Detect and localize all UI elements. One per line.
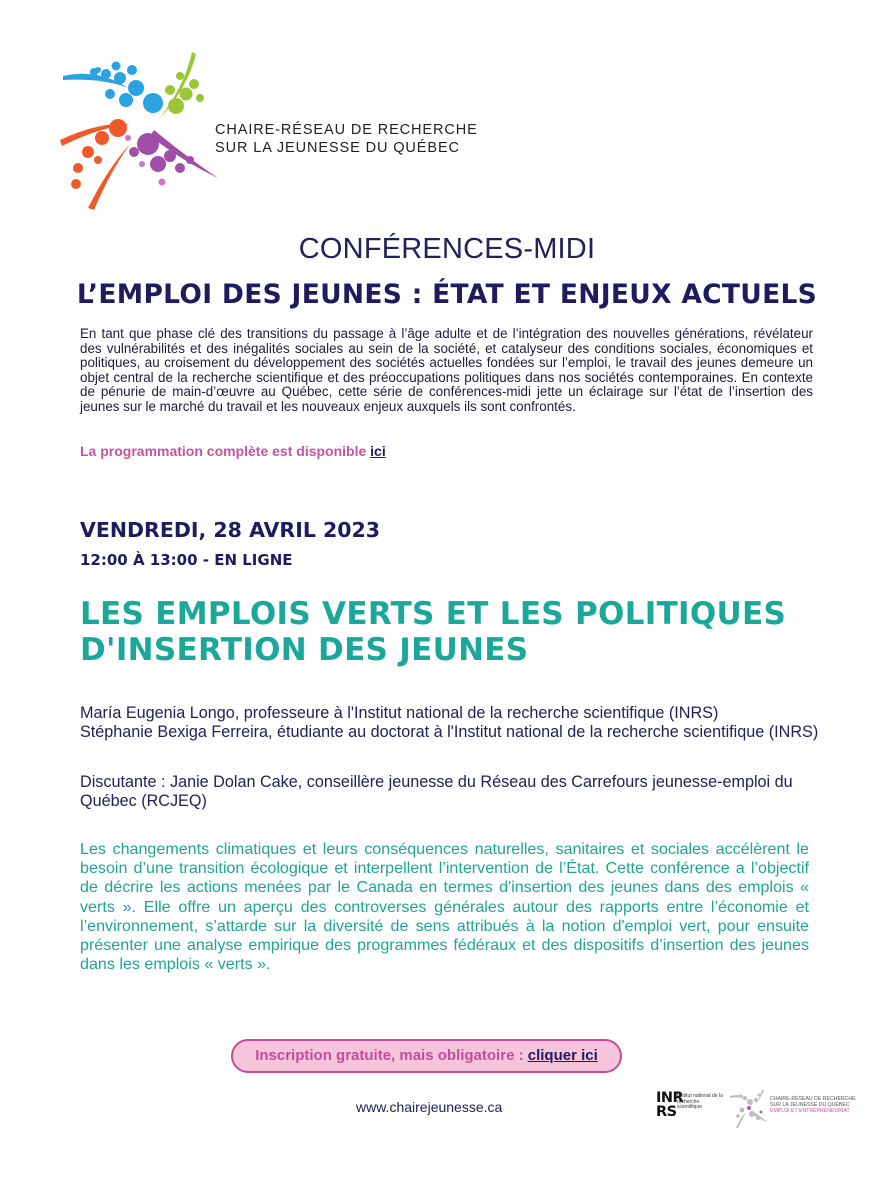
partner-line1: CHAIRE-RÉSEAU DE RECHERCHE — [770, 1096, 856, 1102]
registration-button[interactable] — [231, 1039, 622, 1073]
speaker-2: Stéphanie Bexiga Ferreira, étudiante au doctorat à l'Institut national de la recherche scientifique (INRS) — [80, 722, 819, 741]
org-name-line2: SUR LA JEUNESSE DU QUÉBEC — [215, 140, 460, 156]
partner-line2: SUR LA JEUNESSE DU QUÉBEC — [770, 1101, 850, 1108]
org-name — [215, 121, 478, 157]
talk-title-line2: D'INSERTION DES JEUNES — [80, 632, 529, 668]
program-link[interactable]: ici — [370, 443, 386, 459]
main-title: L’EMPLOI DES JEUNES : ÉTAT ET ENJEUX ACTUELS — [76, 279, 818, 310]
registration-text: Inscription gratuite, mais obligatoire : — [255, 1047, 528, 1064]
partner-logo-text — [770, 1097, 860, 1114]
series-title: CONFÉRENCES-MIDI — [298, 233, 596, 265]
org-name-line1: CHAIRE-RÉSEAU DE RECHERCHE — [215, 122, 478, 138]
program-text: La programmation complète est disponible — [80, 443, 371, 459]
talk-title-line1: LES EMPLOIS VERTS ET LES POLITIQUES — [80, 596, 787, 632]
inrs-mark-line2: RS — [656, 1104, 677, 1120]
speaker-1: María Eugenia Longo, professeure à l'Institut national de la recherche scientifique (INRS) — [80, 704, 719, 722]
speakers — [80, 704, 820, 741]
event-date: VENDREDI, 28 AVRIL 2023 — [80, 518, 381, 542]
inrs-mark-line1: INR — [656, 1090, 684, 1106]
event-time: 12:00 À 13:00 - EN LIGNE — [80, 551, 293, 569]
intro-paragraph: En tant que phase clé des transitions du passage à l’âge adulte et de l’intégration des nouvelles générations, révélateur des vulnérabilités et des inégalités sociales au sein de la société, et catalyseur des conditions sociales, économiques et politiques, au croisement du développement des sociétés actuelles fondées sur l’emploi, le travail des jeunes demeure un objet central de la recherche scientifique et des préoccupations politiques dans nos sociétés contemporaines. En contexte de pénurie de main-d’œuvre au Québec, cette série de conférences-midi jette un éclairage sur l’état de l’insertion des jeunes sur le marché du travail et les nouveaux enjeux auxquels ils sont confrontés. — [80, 326, 813, 414]
chaire-jeunesse-logo-icon — [58, 48, 223, 213]
program-line — [80, 443, 386, 459]
talk-title — [80, 596, 840, 668]
inrs-subtitle: Institut national de la recherche scientifique — [677, 1093, 723, 1110]
registration-link[interactable]: cliquer ici — [527, 1047, 598, 1064]
website-link[interactable]: www.chairejeunesse.ca — [356, 1099, 503, 1115]
partner-line3: EMPLOI ET ENTREPRENEURIAT — [770, 1107, 850, 1114]
talk-abstract: Les changements climatiques et leurs conséquences naturelles, sanitaires et sociales accélèrent le besoin d’une transition écologique et interpellent l’intervention de l’État. Cette conférence a l’objectif de décrire les actions menées par le Canada en termes d'insertion des jeunes dans des emplois « verts ». Elle offre un aperçu des controverses générales autour des rapports entre l’économie et l’environnement, s’attarde sur la diversité de sens attribués à la notion d'emploi vert, pour ensuite présenter une analyse empirique des programmes fédéraux et des dispositifs d’insertion des jeunes dans les emplois « verts ». — [80, 840, 809, 974]
inrs-logo — [656, 1091, 726, 1131]
partner-logo-icon — [728, 1088, 770, 1130]
discussant: Discutante : Janie Dolan Cake, conseillère jeunesse du Réseau des Carrefours jeunesse-emploi du Québec (RCJEQ) — [80, 773, 793, 810]
